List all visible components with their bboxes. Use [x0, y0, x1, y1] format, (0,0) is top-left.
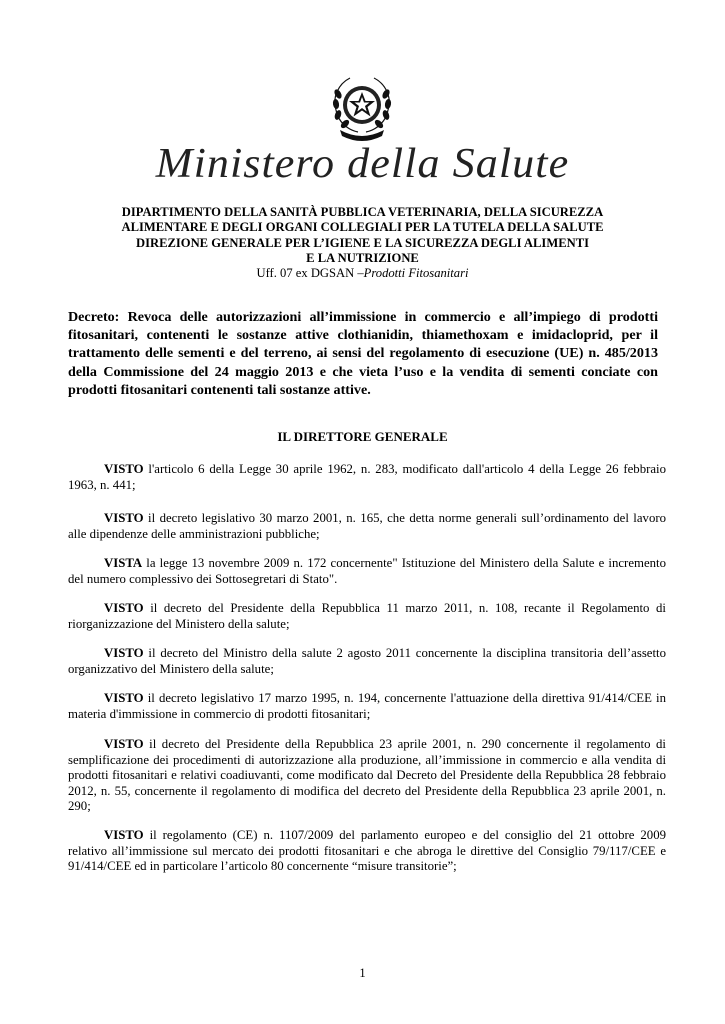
clause	[68, 828, 666, 875]
clause-lead: VISTO	[104, 737, 144, 751]
clause-lead: VISTO	[104, 646, 144, 660]
department-line: DIPARTIMENTO DELLA SANITÀ PUBBLICA VETERINARIA, DELLA SICUREZZA	[121, 205, 604, 219]
clause-text: l'articolo 6 della Legge 30 aprile 1962, n. 283, modificato dall'articolo 4 della Legge 26 febbraio 1963, n. 441;	[68, 462, 666, 492]
clause-text: il decreto del Presidente della Repubblica 11 marzo 2011, n. 108, recante il Regolamento di riorganizzazione del Ministero della salute;	[68, 601, 666, 631]
clause-lead: VISTO	[104, 462, 144, 476]
clause	[68, 511, 666, 542]
page-number: 1	[359, 966, 366, 980]
clause	[68, 737, 666, 815]
clause-text: il decreto legislativo 17 marzo 1995, n. 194, concernente l'attuazione della direttiva 91/414/CEE in materia d'immissione in commercio di prodotti fitosanitari;	[68, 691, 666, 721]
department-heading	[60, 205, 665, 267]
ministry-name: Ministero della Salute	[155, 141, 570, 187]
clause	[68, 646, 666, 677]
office-line	[60, 266, 665, 281]
clause-lead: VISTO	[104, 828, 144, 842]
clause-lead: VISTA	[104, 556, 143, 570]
department-line: DIREZIONE GENERALE PER L’IGIENE E LA SICUREZZA DEGLI ALIMENTI	[135, 235, 590, 250]
department-line: ALIMENTARE E DEGLI ORGANI COLLEGIALI PER LA TUTELA DELLA SALUTE	[121, 220, 604, 235]
clause	[68, 556, 666, 587]
clause-text: il regolamento (CE) n. 1107/2009 del parlamento europeo e del consiglio del 21 ottobre 2009 relativo all’immissione sul mercato dei prodotti fitosanitari e che abroga le direttive del Consiglio 79/117/CEE e 91/414/CEE ed in particolare l’articolo 80 concernente “misure transitorie”;	[68, 828, 666, 874]
department-line: E LA NUTRIZIONE	[306, 251, 419, 266]
clause-text: il decreto del Presidente della Repubblica 23 aprile 2001, n. 290 concernente il regolamento di semplificazione dei procedimenti di autorizzazione alla produzione, all’immissione in commercio e alla vendita di prodotti fitosanitari e relativi coadiuvanti, come modificato dal Decreto del Presidente della Repubblica 28 febbraio 2012, n. 55, concernente il regolamento di modifica del decreto del Presidente della Repubblica 23 aprile 2001, n. 290;	[68, 737, 666, 814]
italian-republic-emblem	[322, 70, 402, 142]
clause-text: il decreto del Ministro della salute 2 agosto 2011 concernente la disciplina transitoria dell’assetto organizzativo del Ministero della salute;	[68, 646, 666, 676]
clause	[68, 691, 666, 722]
clause-text: il decreto legislativo 30 marzo 2001, n. 165, che detta norme generali sull’ordinamento del lavoro alle dipendenze delle amministrazioni pubbliche;	[68, 511, 666, 541]
clause	[68, 601, 666, 632]
clause-lead: VISTO	[104, 601, 144, 615]
office-prefix: Uff. 07 ex DGSAN –	[256, 266, 364, 280]
clause	[68, 462, 666, 493]
clause-lead: VISTO	[104, 511, 144, 525]
decree-title: Decreto: Revoca delle autorizzazioni all’immissione in commercio e all’impiego di prodotti fitosanitari, contenenti le sostanze attive clothianidin, thiamethoxam e imidacloprid, per il trattamento delle sementi e del terreno, ai sensi del regolamento di esecuzione (UE) n. 485/2013 della Commissione del 24 maggio 2013 e che vieta l’uso e la vendita di sementi conciate con prodotti fitosanitari contenenti tali sostanze attive.	[68, 309, 658, 398]
clause-lead: VISTO	[104, 691, 144, 705]
office-name: Prodotti Fitosanitari	[363, 266, 469, 280]
director-heading: IL DIRETTORE GENERALE	[277, 429, 448, 444]
clause-text: la legge 13 novembre 2009 n. 172 concernente" Istituzione del Ministero della Salute e incremento del numero complessivo dei Sottosegretari di Stato".	[68, 556, 666, 586]
